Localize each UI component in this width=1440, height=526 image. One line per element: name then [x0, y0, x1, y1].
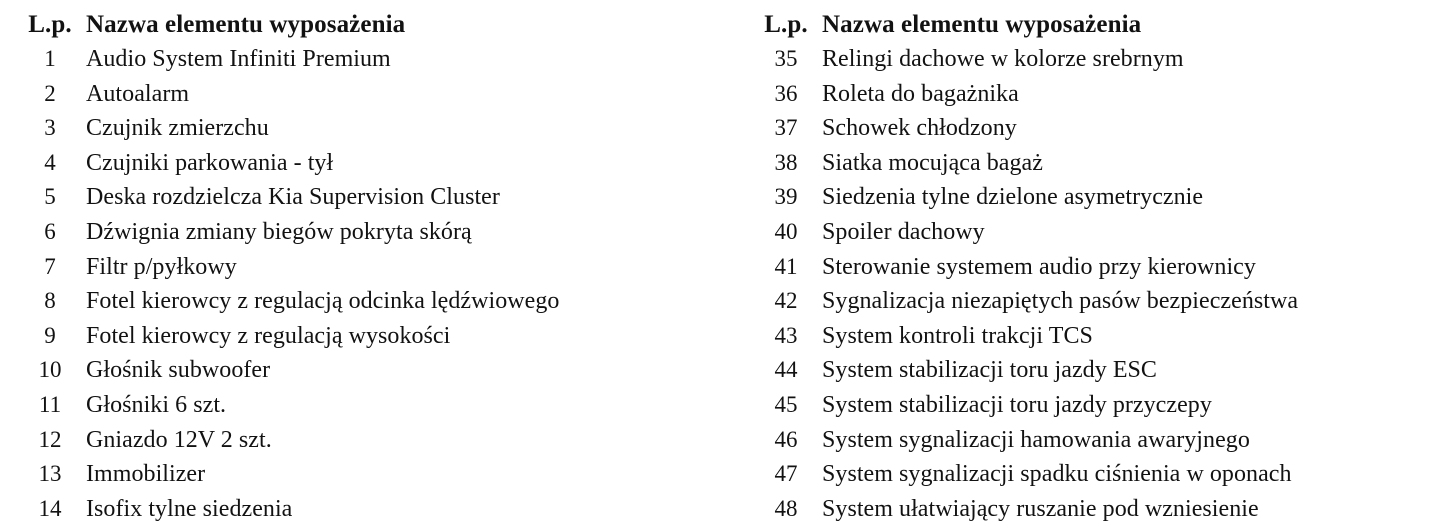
- table-row: [14, 146, 714, 181]
- table-header-row: [14, 8, 714, 42]
- table-row: [14, 388, 714, 423]
- table-header-row: [750, 8, 1434, 42]
- table-row: [750, 42, 1434, 77]
- row-label: Głośniki 6 szt.: [86, 391, 227, 418]
- row-number: 1: [44, 46, 56, 71]
- row-number: 45: [774, 391, 798, 417]
- table-row: [14, 457, 714, 492]
- table-row: [750, 319, 1434, 354]
- row-number: 2: [44, 80, 56, 106]
- row-number: 4: [44, 149, 56, 175]
- row-label: Spoiler dachowy: [822, 218, 985, 245]
- row-number: 12: [38, 426, 62, 452]
- row-label: Głośnik subwoofer: [86, 357, 271, 384]
- table-row: [14, 111, 714, 146]
- row-label: Siedzenia tylne dzielone asymetrycznie: [822, 184, 1204, 211]
- table-row: [750, 180, 1434, 215]
- table-row: [750, 284, 1434, 319]
- row-number: 9: [44, 322, 56, 348]
- row-number: 46: [774, 426, 798, 452]
- row-number: 7: [44, 253, 56, 279]
- table-row: [14, 423, 714, 458]
- row-number: 10: [38, 357, 62, 383]
- row-number: 5: [44, 184, 56, 210]
- row-label: Immobilizer: [86, 461, 206, 488]
- row-label: System stabilizacji toru jazdy przyczepy: [822, 391, 1212, 418]
- row-label: System sygnalizacji spadku ciśnienia w oponach: [822, 461, 1292, 488]
- row-label: Filtr p/pyłkowy: [86, 253, 237, 280]
- table-row: [750, 492, 1434, 526]
- table-row: [14, 319, 714, 354]
- table-row: [14, 77, 714, 112]
- row-label: Isofix tylne siedzenia: [86, 495, 293, 522]
- row-label: Audio System Infiniti Premium: [86, 46, 391, 72]
- row-label: Relingi dachowe w kolorze srebrnym: [822, 46, 1184, 72]
- row-label: Schowek chłodzony: [822, 115, 1017, 142]
- equipment-column-right: [720, 8, 1440, 526]
- row-number: 42: [774, 288, 798, 314]
- table-head-left: [14, 8, 714, 42]
- row-number: 47: [774, 461, 798, 487]
- row-label: Sygnalizacja niezapiętych pasów bezpieczeństwa: [822, 288, 1299, 315]
- row-number: 44: [774, 357, 798, 383]
- table-row: [750, 423, 1434, 458]
- table-row: [750, 457, 1434, 492]
- row-number: 36: [774, 80, 798, 106]
- table-row: [14, 42, 714, 77]
- table-row: [750, 353, 1434, 388]
- row-label: Gniazdo 12V 2 szt.: [86, 426, 272, 453]
- row-number: 38: [774, 149, 798, 175]
- table-row: [14, 353, 714, 388]
- column-header-name: Nazwa elementu wyposażenia: [86, 11, 406, 38]
- row-number: 11: [38, 391, 62, 417]
- column-header-name: Nazwa elementu wyposażenia: [822, 11, 1142, 38]
- table-head-right: [750, 8, 1434, 42]
- table-row: [14, 215, 714, 250]
- table-row: [750, 250, 1434, 285]
- table-body-left: [14, 42, 714, 526]
- row-label: Fotel kierowcy z regulacją odcinka lędźwiowego: [86, 288, 560, 315]
- row-number: 48: [774, 495, 798, 521]
- table-row: [750, 111, 1434, 146]
- row-number: 13: [38, 461, 62, 487]
- row-label: Sterowanie systemem audio przy kierownicy: [822, 253, 1256, 280]
- table-row: [14, 492, 714, 526]
- row-number: 35: [774, 46, 798, 71]
- row-number: 39: [774, 184, 798, 210]
- table-row: [14, 180, 714, 215]
- table-row: [14, 250, 714, 285]
- row-number: 37: [774, 115, 798, 141]
- equipment-table-right: [750, 8, 1434, 526]
- table-row: [750, 77, 1434, 112]
- row-label: System sygnalizacji hamowania awaryjnego: [822, 426, 1250, 453]
- row-label: System kontroli trakcji TCS: [822, 322, 1093, 349]
- row-label: Fotel kierowcy z regulacją wysokości: [86, 322, 451, 349]
- row-label: Autoalarm: [86, 80, 190, 107]
- table-row: [750, 388, 1434, 423]
- row-label: System stabilizacji toru jazdy ESC: [822, 357, 1157, 384]
- equipment-table-left: [14, 8, 714, 526]
- column-header-number: L.p.: [764, 11, 808, 38]
- row-label: Czujniki parkowania - tył: [86, 149, 334, 176]
- two-column-layout: [0, 8, 1440, 526]
- row-number: 40: [774, 218, 798, 244]
- table-body-right: [750, 42, 1434, 526]
- row-number: 14: [38, 495, 62, 521]
- row-number: 41: [774, 253, 798, 279]
- row-number: 6: [44, 218, 56, 244]
- table-row: [750, 215, 1434, 250]
- row-label: Siatka mocująca bagaż: [822, 149, 1043, 176]
- row-label: Roleta do bagażnika: [822, 80, 1019, 107]
- row-number: 3: [44, 115, 56, 141]
- row-label: System ułatwiający ruszanie pod wzniesienie: [822, 495, 1259, 522]
- row-label: Czujnik zmierzchu: [86, 115, 269, 142]
- row-number: 43: [774, 322, 798, 348]
- row-label: Deska rozdzielcza Kia Supervision Cluster: [86, 184, 500, 211]
- row-number: 8: [44, 288, 56, 314]
- table-row: [750, 146, 1434, 181]
- row-label: Dźwignia zmiany biegów pokryta skórą: [86, 218, 472, 245]
- column-header-number: L.p.: [28, 11, 72, 38]
- table-row: [14, 284, 714, 319]
- equipment-column-left: [0, 8, 720, 526]
